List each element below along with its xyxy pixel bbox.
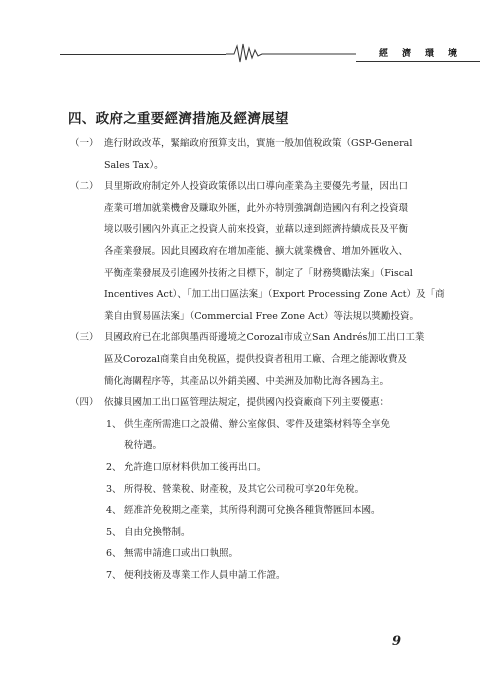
item-text-line: 境以吸引國內外真正之投資人前來投資，並藉以達到經濟持續成長及平衡	[104, 224, 409, 236]
benefit-text-line: 供生產所需進口之設備、辦公室傢俱、零件及建築材料等全享免	[124, 418, 391, 430]
benefit-number: 2、	[106, 462, 122, 473]
page-number: 9	[392, 634, 402, 649]
item-text-line: Sales Tax）。	[104, 159, 164, 171]
item-text-line: Incentives Act）、「加工出口區法案」（Export Processing Zone Act）及「商	[104, 289, 445, 301]
item-text-line: 平衡產業發展及引進國外技術之目標下，制定了「財務獎勵法案」（Fiscal	[104, 267, 413, 279]
item-number: （三）	[70, 332, 99, 344]
item-text-line: 簡化海關程序等，其產品以外銷美國、中美洲及加勒比海各國為主。	[104, 375, 390, 387]
item-text-line: 依據貝國加工出口區管理法規定，提供國內投資廠商下列主要優惠：	[104, 397, 390, 409]
benefit-text-line: 自由兌換幣制。	[124, 526, 191, 538]
section-title: 四、政府之重要經濟措施及經濟展望	[68, 111, 289, 127]
item-text-line: 貝國政府已在北部與墨西哥邊境之Corozal市成立San Andrés加工出口工業	[104, 332, 425, 344]
benefit-number: 5、	[106, 526, 122, 538]
benefit-number: 3、	[106, 483, 122, 495]
item-text-line: 區及Corozal商業自由免稅區，提供投資者租用工廠、合理之能源收費及	[104, 354, 407, 365]
benefit-text-line: 允許進口原材料供加工後再出口。	[124, 462, 267, 473]
item-text-line: 產業可增加就業機會及賺取外匯，此外亦特別強調創造國內有利之投資環	[104, 202, 409, 214]
benefit-number: 1、	[106, 418, 122, 430]
benefit-number: 6、	[106, 548, 122, 560]
benefit-text-line: 經准許免稅期之產業，其所得利潤可兌換各種貨幣匯回本國。	[124, 505, 381, 517]
benefit-text-line: 所得稅、營業稅、財產稅，及其它公司稅可享20年免稅。	[124, 483, 365, 495]
item-text-line: 各產業發展。因此貝國政府在增加產能、擴大就業機會、增加外匯收入、	[104, 246, 409, 257]
item-text-line: 業自由貿易區法案」（Commercial Free Zone Act）等法規以獎勵投資。	[104, 310, 419, 322]
item-text-line: 貝里斯政府制定外人投資政策係以出口導向產業為主要優先考量，因出口	[104, 181, 409, 193]
benefit-number: 4、	[106, 505, 122, 517]
item-number: （二）	[70, 181, 99, 193]
benefit-number: 7、	[106, 570, 122, 581]
item-text-line: 進行財政改革，緊縮政府預算支出，實施一般加值稅政策（GSP-General	[104, 138, 413, 149]
header-section-tag: 經濟環境	[356, 40, 480, 64]
benefit-text-line: 稅待遇。	[124, 440, 163, 452]
benefit-text-line: 便利技術及專業工作人員申請工作證。	[124, 570, 286, 581]
benefit-text-line: 無需申請進口或出口執照。	[124, 548, 239, 560]
item-number: （四）	[70, 397, 99, 409]
item-number: （一）	[70, 138, 99, 149]
